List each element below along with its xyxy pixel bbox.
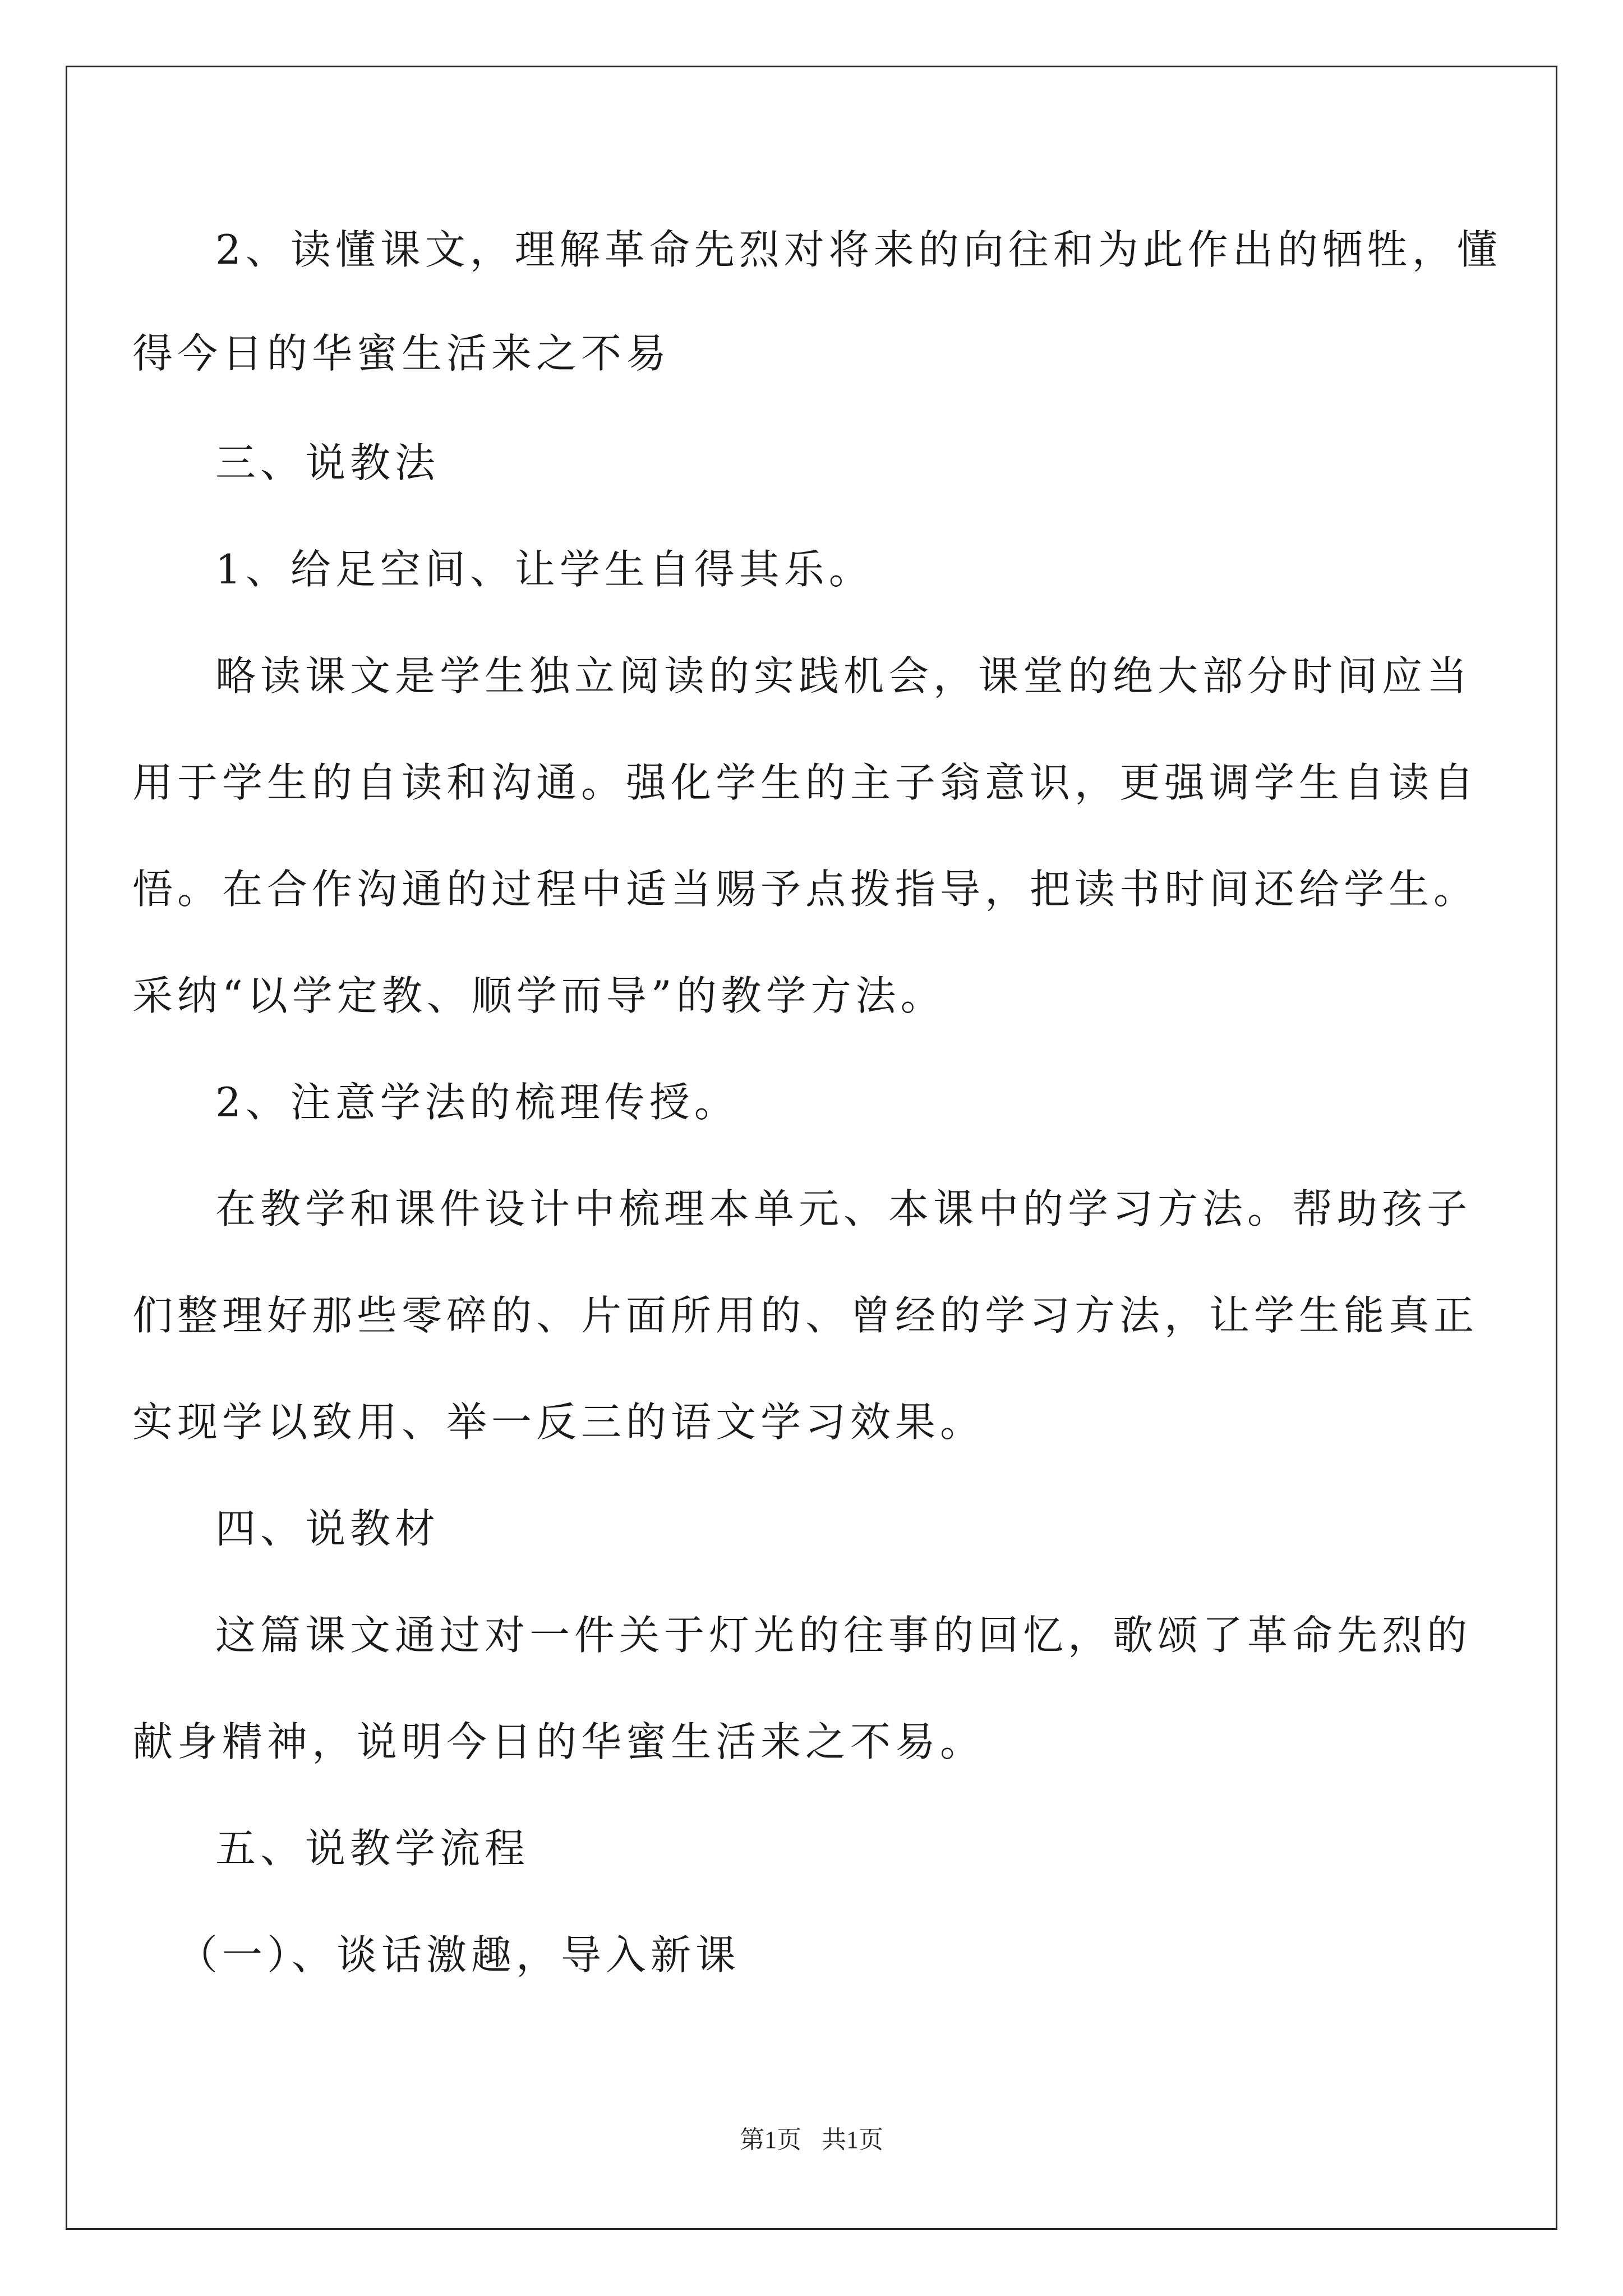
paragraph-line: 悟。在合作沟通的过程中适当赐予点拨指导，把读书时间还给学生。 <box>132 866 1479 913</box>
paragraph-line: 用于学生的自读和沟通。强化学生的主子翁意识，更强调学生自读自 <box>132 759 1479 806</box>
paragraph-line: 这篇课文通过对一件关于灯光的往事的回忆，歌颂了革命先烈的 <box>215 1612 1472 1659</box>
section-heading: 五、说教学流程 <box>215 1825 530 1872</box>
subsection-heading: （一）、谈话激趣，导入新课 <box>177 1931 741 1978</box>
subsection-heading: 1、给足空间、让学生自得其乐。 <box>215 546 874 593</box>
page-total: 共1页 <box>822 2126 883 2154</box>
page-number: 第1页 <box>740 2126 801 2154</box>
page-footer <box>0 2123 1623 2157</box>
paragraph-line: 实现学以致用、举一反三的语文学习效果。 <box>132 1398 985 1446</box>
paragraph-line: 2、读懂课文，理解革命先烈对将来的向往和为此作出的牺牲，懂 <box>215 226 1502 273</box>
page-border <box>66 66 1557 2230</box>
section-heading: 四、说教材 <box>215 1505 440 1552</box>
paragraph-line: 略读课文是学生独立阅读的实践机会，课堂的绝大部分时间应当 <box>215 652 1472 700</box>
paragraph-line: 采纳“以学定教、顺学而导”的教学方法。 <box>132 972 946 1019</box>
paragraph-line: 得今日的华蜜生活来之不易 <box>132 330 671 377</box>
subsection-heading: 2、注意学法的梳理传授。 <box>215 1079 739 1126</box>
paragraph-line: 们整理好那些零碎的、片面所用的、曾经的学习方法，让学生能真正 <box>132 1292 1479 1339</box>
paragraph-line: 在教学和课件设计中梳理本单元、本课中的学习方法。帮助孩子 <box>215 1185 1472 1232</box>
paragraph-line: 献身精神，说明今日的华蜜生活来之不易。 <box>132 1718 985 1765</box>
section-heading: 三、说教法 <box>215 439 440 486</box>
